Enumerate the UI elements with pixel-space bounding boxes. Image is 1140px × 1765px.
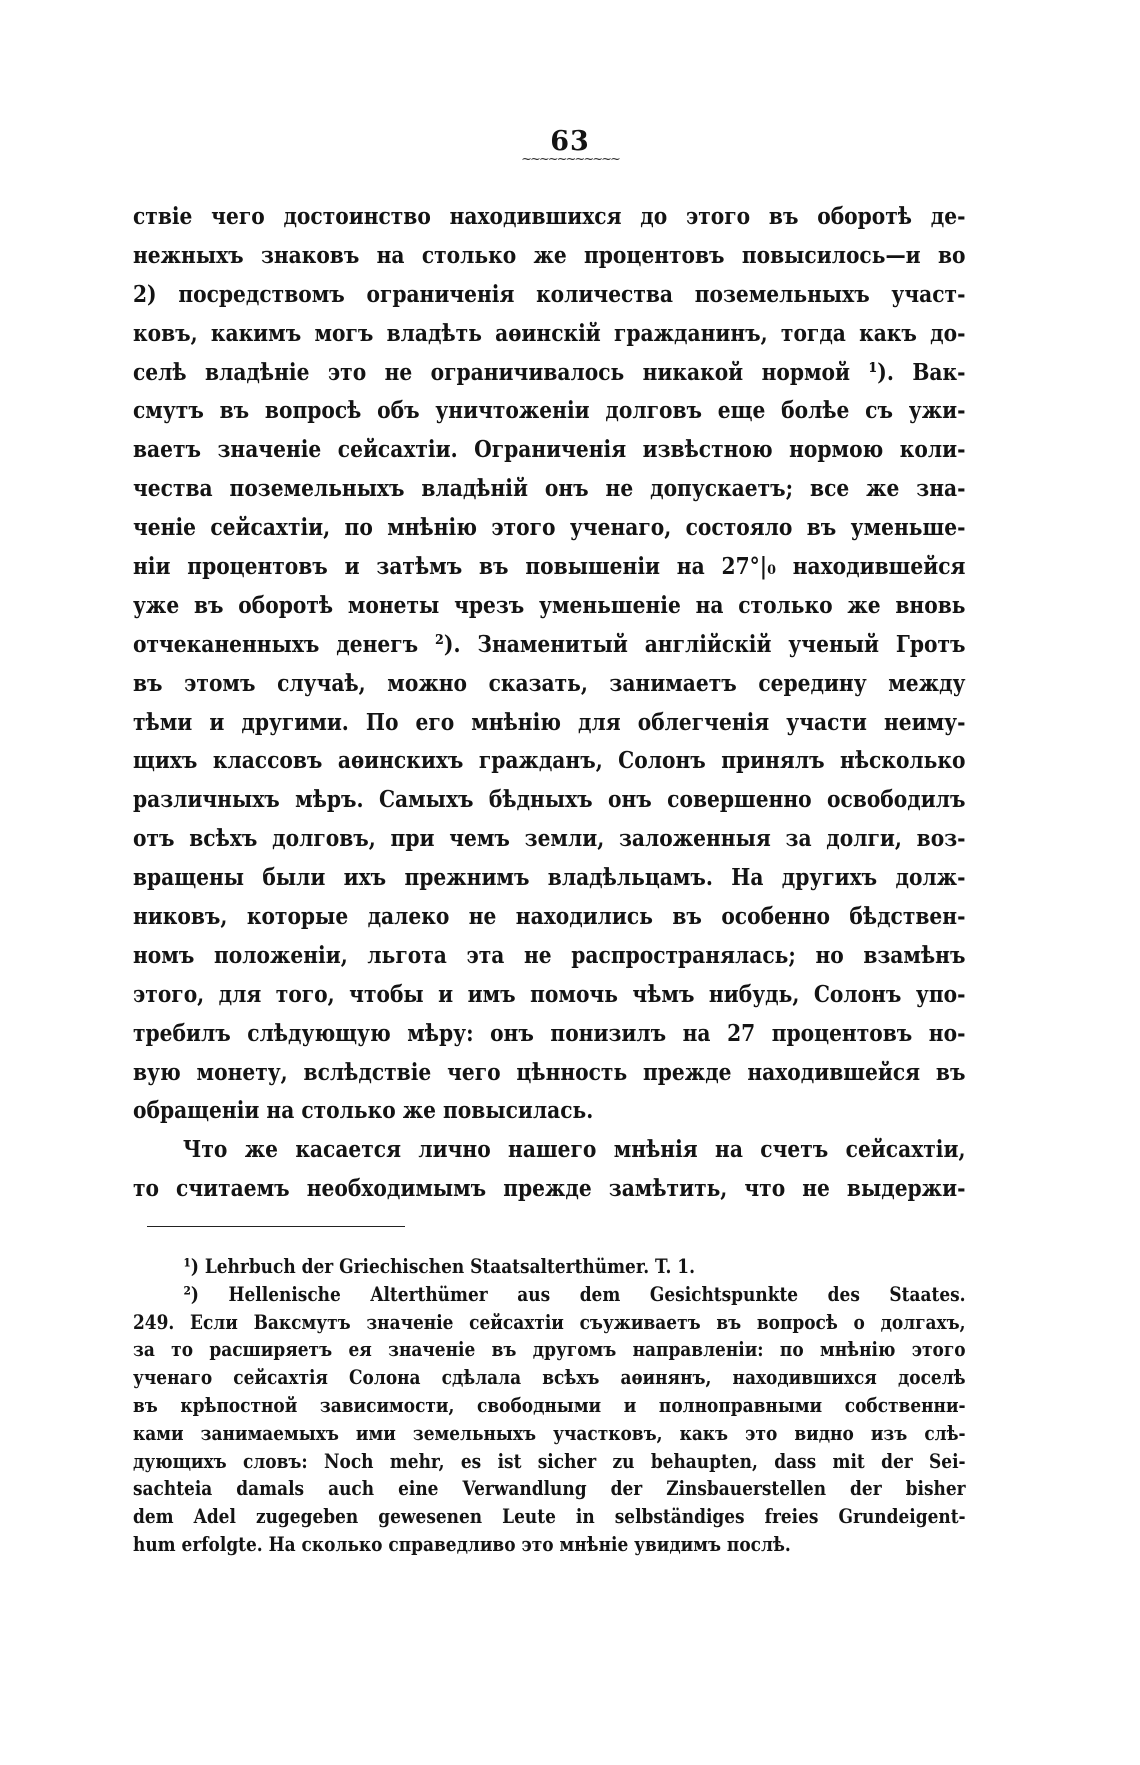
text-line: обращеніи на столько же повысилась. [133, 1096, 594, 1125]
footnote-divider [147, 1226, 405, 1227]
footnotes-block [133, 1253, 966, 1559]
footnote-line: ками занимаемыхъ ими земельныхъ участковъ, какъ это видно изъ слѣ- [133, 1421, 966, 1445]
text-line: ченіе сейсахтіи, по мнѣнію этого ученаго, состояло въ уменьше- [133, 513, 966, 542]
footnote-line: ¹) Lehrbuch der Griechischen Staatsalterthümer. T. 1. [183, 1255, 695, 1278]
footnote-line: dem Adel zugegeben gewesenen Leute in selbständiges freies Grundeigent- [133, 1505, 966, 1529]
text-line: въ этомъ случаѣ, можно сказать, занимаетъ середину между [133, 668, 966, 697]
text-line: тѣми и другими. По его мнѣнію для облегченія участи неиму- [133, 707, 966, 736]
main-text-block [133, 197, 966, 1208]
text-line: ствіе чего достоинство находившихся до этого въ оборотѣ де- [133, 202, 966, 230]
text-line: номъ положеніи, льгота эта не распространялась; но взамѣнъ [133, 940, 966, 969]
text-line: ваетъ значеніе сейсахтіи. Ограниченія извѣстною нормою коли- [133, 435, 966, 464]
text-line: чества поземельныхъ владѣній онъ не допускаетъ; все же зна- [133, 474, 966, 503]
text-line: различныхъ мѣръ. Самыхъ бѣдныхъ онъ совершенно освободилъ [133, 785, 966, 814]
text-line: никовъ, которые далеко не находились въ особенно бѣдствен- [133, 902, 966, 931]
page-number-ornament: ~~~~~~~~~~~ [521, 152, 619, 167]
text-line: этого, для того, чтобы и имъ помочь чѣмъ нибудь, Солонъ упо- [133, 979, 966, 1008]
footnote-line: ученаго сейсахтія Солона сдѣлала всѣхъ аѳинянъ, находившихся доселѣ [133, 1366, 966, 1390]
footnote-line: въ крѣпостной зависимости, свободными и полноправными собственни- [133, 1393, 966, 1417]
text-line: Что же касается лично нашего мнѣнія на счетъ сейсахтіи, [182, 1135, 966, 1164]
footnote-line: sachteia damals auch eine Verwandlung der Zinsbauerstellen der bisher [133, 1477, 966, 1501]
text-line: смутъ въ вопросѣ объ уничтоженіи долговъ еще болѣе съ ужи- [133, 396, 966, 425]
text-line: вую монету, вслѣдствіе чего цѣнность прежде находившейся въ [133, 1057, 966, 1086]
text-line: вращены были ихъ прежнимъ владѣльцамъ. На другихъ долж- [133, 863, 966, 892]
text-line: нежныхъ знаковъ на столько же процентовъ повысилось—и во [133, 240, 966, 269]
footnote-line: за то расширяетъ ея значеніе въ другомъ направленіи: по мнѣнію этого [133, 1338, 966, 1362]
footnote-line: 249. Если Ваксмутъ значеніе сейсахтіи съуживаетъ въ вопросѣ о долгахъ, [133, 1310, 966, 1334]
text-line: ковъ, какимъ могъ владѣть аѳинскій гражданинъ, тогда какъ до- [133, 318, 966, 347]
text-line: 2) посредствомъ ограниченія количества поземельныхъ участ- [133, 279, 966, 308]
footnote-line: дующихъ словъ: Noch mehr, es ist sicher zu behaupten, dass mit der Sei- [133, 1449, 966, 1473]
text-line: отъ всѣхъ долговъ, при чемъ земли, заложенныя за долги, воз- [133, 824, 966, 853]
footnote-line: hum erfolgte. На сколько справедливо это мнѣніе увидимъ послѣ. [133, 1532, 791, 1556]
text-line: щихъ классовъ аѳинскихъ гражданъ, Солонъ принялъ нѣсколько [133, 746, 966, 775]
footnote-line: ²) Hellenische Alterthümer aus dem Gesichtspunkte des Staates. [183, 1282, 966, 1306]
text-line: селѣ владѣніе это не ограничивалось никакой нормой ¹). Вак- [133, 357, 966, 386]
text-line: требилъ слѣдующую мѣру: онъ понизилъ на 27 процентовъ но- [133, 1018, 966, 1047]
text-line: то считаемъ необходимымъ прежде замѣтить, что не выдержи- [133, 1174, 966, 1203]
text-line: уже въ оборотѣ монеты чрезъ уменьшеніе на столько же вновь [133, 590, 966, 619]
text-line: отчеканенныхъ денегъ ²). Знаменитый англійскій ученый Гротъ [133, 629, 966, 658]
text-line: ніи процентовъ и затѣмъ въ повышеніи на 27°|₀ находившейся [133, 552, 966, 581]
page-number: 63 [550, 126, 590, 157]
